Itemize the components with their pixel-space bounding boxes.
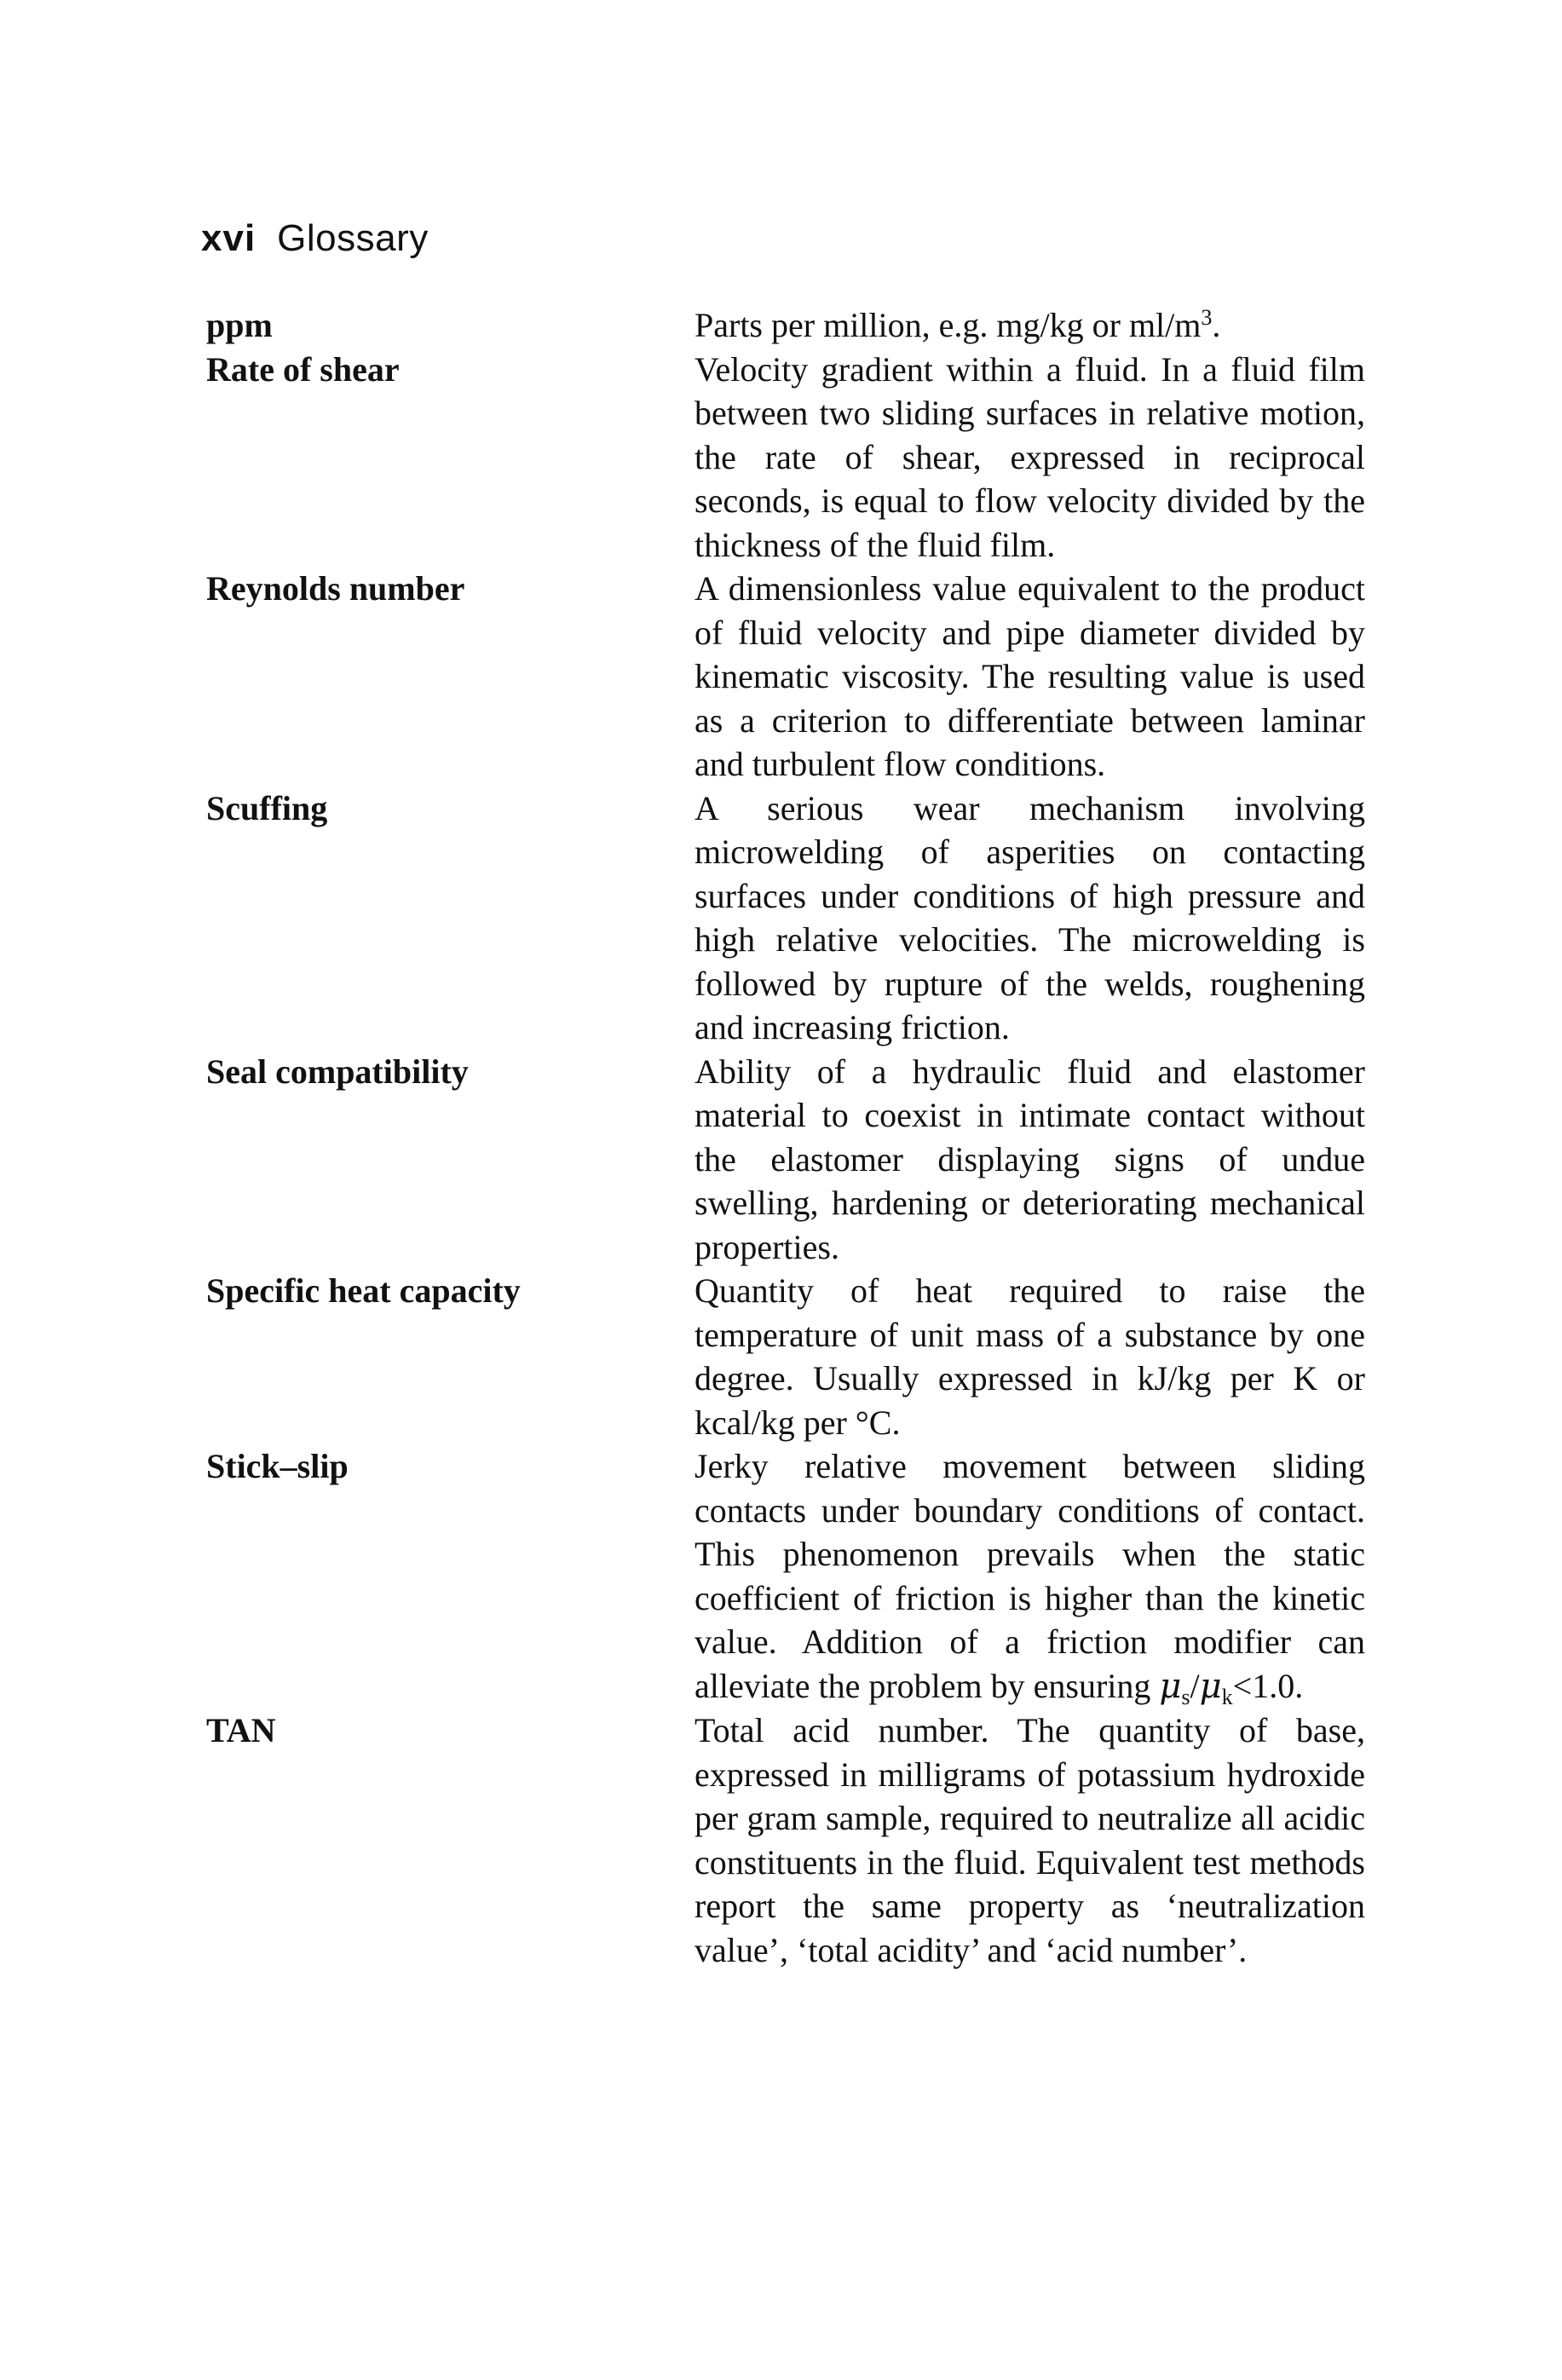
glossary-term: Specific heat capacity (206, 1271, 521, 1310)
glossary-definition: Quantity of heat required to raise the temperature of unit mass of a substance by one degree. Usually expressed in kJ/kg per K or kcal/kg per °C. (695, 1271, 1365, 1442)
page-number: xvi (201, 217, 256, 259)
ratio-slash: / (1190, 1666, 1200, 1705)
section-title: Glossary (277, 217, 429, 259)
static-subscript: s (1181, 1684, 1190, 1709)
glossary-entry-seal-compatibility (206, 1050, 1365, 1270)
glossary-entry-ppm (206, 303, 1365, 348)
definition-text-end: . (1212, 306, 1221, 344)
glossary-definition (695, 303, 1365, 348)
glossary-definition: Total acid number. The quantity of base, expressed in milligrams of potassium hydroxide per gram sample, required to neutralize all acidic constituents in the fluid. Equivalent test methods report the same property as ‘neutralization value’, ‘total acidity’ and ‘acid number’. (695, 1711, 1365, 1969)
superscript: 3 (1201, 305, 1213, 330)
mu-symbol: μ (1159, 1666, 1182, 1706)
glossary-definition: A dimensionless value equivalent to the product of fluid velocity and pipe diameter divided by kinematic viscosity. The resulting value is used as a criterion to differentiate between laminar and turbulent flow conditions. (695, 569, 1365, 783)
definition-text-end: <1.0. (1232, 1666, 1304, 1705)
glossary-entry-scuffing (206, 787, 1365, 1050)
glossary-term: TAN (206, 1711, 276, 1749)
glossary-entry-specific-heat-capacity (206, 1269, 1365, 1444)
glossary-entry-stick-slip (206, 1444, 1365, 1709)
glossary-definition: Ability of a hydraulic fluid and elastomer material to coexist in intimate contact without the elastomer displaying signs of undue swelling, hardening or deteriorating mechanical properties. (695, 1052, 1365, 1266)
mu-symbol: μ (1199, 1666, 1222, 1706)
glossary-term: Stick–slip (206, 1447, 349, 1485)
definition-text: Parts per million, e.g. mg/kg or ml/m (695, 306, 1202, 344)
glossary-definition: A serious wear mechanism involving microwelding of asperities on contacting surfaces under conditions of high pressure and high relative velocities. The microwelding is followed by rupture of the welds, roughening and increasing friction. (695, 788, 1365, 1046)
glossary-entry-rate-of-shear (206, 348, 1365, 568)
glossary-entry-reynolds-number (206, 567, 1365, 787)
glossary-list (206, 303, 1365, 1972)
kinetic-subscript: k (1221, 1684, 1233, 1709)
definition-text: Jerky relative movement between sliding contacts under boundary conditions of contact. This phenomenon prevails when the static coefficient of friction is higher than the kinetic value. Addition of a friction modifier can alleviate the problem by ensuring (695, 1447, 1365, 1705)
glossary-term: Rate of shear (206, 349, 400, 389)
glossary-definition (695, 1444, 1365, 1709)
glossary-entry-tan (206, 1709, 1365, 1972)
glossary-term: ppm (206, 306, 273, 344)
glossary-definition: Velocity gradient within a fluid. In a fluid film between two sliding surfaces in relative motion, the rate of shear, expressed in reciprocal seconds, is equal to flow velocity divided by the thickness of the fluid film. (695, 349, 1365, 564)
glossary-term: Seal compatibility (206, 1052, 469, 1091)
glossary-term: Reynolds number (206, 569, 465, 608)
glossary-term: Scuffing (206, 788, 328, 827)
running-head (201, 213, 429, 264)
